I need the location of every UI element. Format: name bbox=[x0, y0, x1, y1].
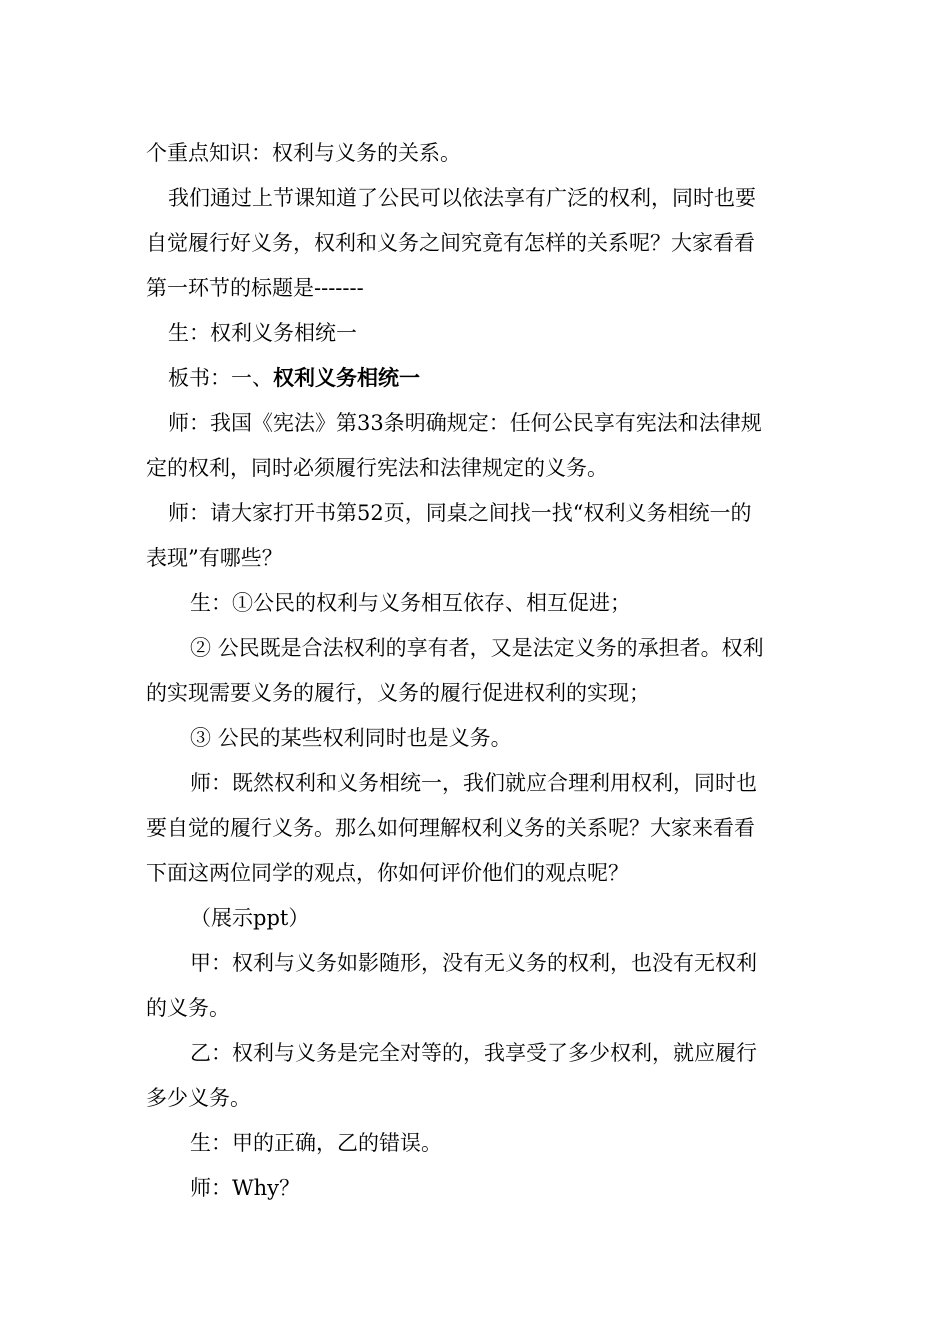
text-line: 师：Why？ bbox=[190, 1176, 300, 1200]
text-line: 乙：权利与义务是完全对等的，我享受了多少权利，就应履行 bbox=[190, 1041, 757, 1065]
text-line: 我们通过上节课知道了公民可以依法享有广泛的权利，同时也要 bbox=[168, 186, 756, 210]
text-line: 多少义务。 bbox=[146, 1086, 251, 1110]
text-line: ③ 公民的某些权利同时也是义务。 bbox=[190, 726, 512, 750]
blackboard-heading bbox=[168, 363, 420, 393]
text-line: 师：我国《宪法》第33条明确规定：任何公民享有宪法和法律规 bbox=[168, 411, 762, 435]
text-line: 的义务。 bbox=[146, 996, 230, 1020]
text-line: 第一环节的标题是------- bbox=[146, 276, 364, 300]
text-line: 生：甲的正确，乙的错误。 bbox=[190, 1131, 442, 1155]
blackboard-prefix: 板书：一、 bbox=[168, 366, 273, 390]
text-line: 个重点知识：权利与义务的关系。 bbox=[146, 141, 461, 165]
text-line: 表现”有哪些？ bbox=[146, 546, 283, 570]
text-line: 生：①公民的权利与义务相互依存、相互促进； bbox=[190, 591, 631, 615]
text-line: （展示ppt） bbox=[190, 906, 310, 930]
blackboard-title: 权利义务相统一 bbox=[273, 365, 420, 390]
text-line: 定的权利，同时必须履行宪法和法律规定的义务。 bbox=[146, 456, 608, 480]
text-line: 生：权利义务相统一 bbox=[168, 321, 357, 345]
text-line: 甲：权利与义务如影随形，没有无义务的权利，也没有无权利 bbox=[190, 951, 757, 975]
text-line: 要自觉的履行义务。那么如何理解权利义务的关系呢？大家来看看 bbox=[146, 816, 755, 840]
text-line: 下面这两位同学的观点，你如何评价他们的观点呢？ bbox=[146, 861, 629, 885]
text-line: ② 公民既是合法权利的享有者，又是法定义务的承担者。权利 bbox=[190, 636, 764, 660]
text-line: 的实现需要义务的履行，义务的履行促进权利的实现； bbox=[146, 681, 650, 705]
text-line: 师：请大家打开书第52页，同桌之间找一找“权利义务相统一的 bbox=[168, 501, 752, 525]
text-line: 师：既然权利和义务相统一，我们就应合理利用权利，同时也 bbox=[190, 771, 757, 795]
text-line: 自觉履行好义务，权利和义务之间究竟有怎样的关系呢？大家看看 bbox=[146, 231, 755, 255]
